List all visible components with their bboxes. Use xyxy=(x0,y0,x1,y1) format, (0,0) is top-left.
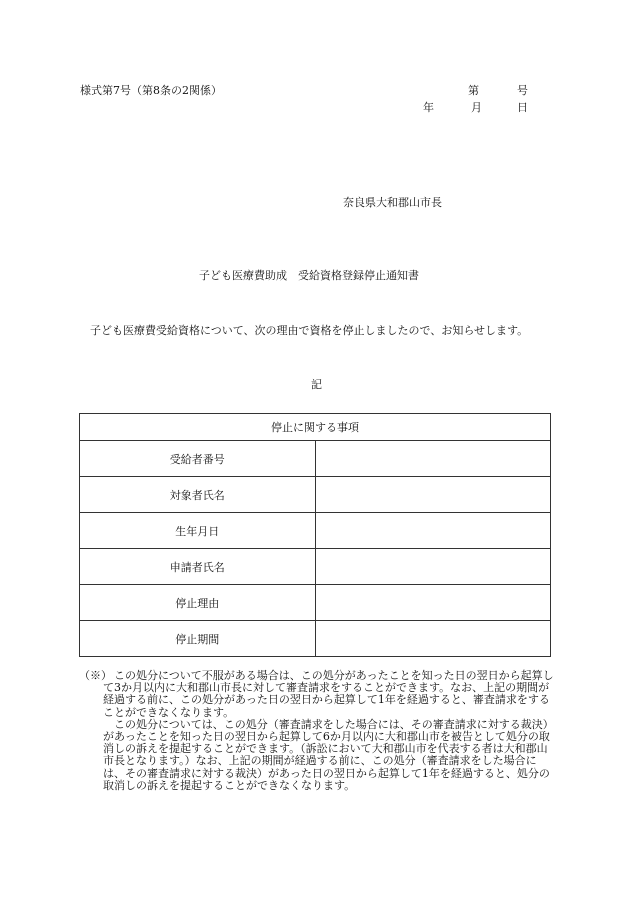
document-number-suffix: 号 xyxy=(517,84,528,97)
note-paragraph-2: この処分については、この処分（審査請求をした場合には、その審査請求に対する裁決）があったことを知った日の翌日から起算して6か月以内に大和郡山市を被告として処分の取消しの訴えを提起することができます。（訴訟において大和郡山市を代表する者は大和郡山市長となります。）なお、上記の期間が経過する前に、この処分（審査請求をした場合には、その審査請求に対する裁決）があった日の翌日から起算して1年を経過すると、処分の取消しの訴えを提起することができなくなります。 xyxy=(103,717,554,792)
suspension-details-table xyxy=(79,413,551,657)
row-label-birth-date: 生年月日 xyxy=(80,513,316,549)
note-paragraph-1 xyxy=(79,670,554,719)
row-label-recipient-number: 受給者番号 xyxy=(80,441,316,477)
issuer-name: 奈良県大和郡山市長 xyxy=(343,196,442,209)
document-title: 子ども医療費助成 受給資格登録停止通知書 xyxy=(199,269,419,282)
row-label-subject-name: 対象者氏名 xyxy=(80,477,316,513)
note-text-1: この処分について不服がある場合は、この処分があったことを知った日の翌日から起算して3か月以内に大和郡山市長に対して審査請求をすることができます。なお、上記の期間が経過する前に、この処分があった日の翌日から起算して1年を経過すると、審査請求をすることができなくなります。 xyxy=(103,669,554,719)
table-header: 停止に関する事項 xyxy=(80,414,551,441)
row-label-suspension-period: 停止期間 xyxy=(80,621,316,657)
row-value-suspension-period[interactable] xyxy=(315,621,551,657)
note-mark: （※） xyxy=(79,669,112,682)
form-number-label: 様式第7号（第8条の2関係） xyxy=(80,84,222,97)
row-value-birth-date[interactable] xyxy=(315,513,551,549)
table-row xyxy=(80,549,551,585)
table-row xyxy=(80,441,551,477)
appeal-notes xyxy=(79,670,554,792)
table-row xyxy=(80,513,551,549)
table-row xyxy=(80,477,551,513)
row-value-subject-name[interactable] xyxy=(315,477,551,513)
row-value-recipient-number[interactable] xyxy=(315,441,551,477)
row-label-applicant-name: 申請者氏名 xyxy=(80,549,316,585)
row-value-suspension-reason[interactable] xyxy=(315,585,551,621)
date-year-label: 年 xyxy=(423,101,434,114)
row-label-suspension-reason: 停止理由 xyxy=(80,585,316,621)
intro-text: 子ども医療費受給資格について、次の理由で資格を停止しましたので、お知らせします。 xyxy=(90,324,529,337)
table-row xyxy=(80,621,551,657)
date-day-label: 日 xyxy=(517,101,528,114)
table-row xyxy=(80,585,551,621)
row-value-applicant-name[interactable] xyxy=(315,549,551,585)
ki-heading: 記 xyxy=(311,378,322,391)
document-number-prefix: 第 xyxy=(468,84,479,97)
date-month-label: 月 xyxy=(471,101,482,114)
